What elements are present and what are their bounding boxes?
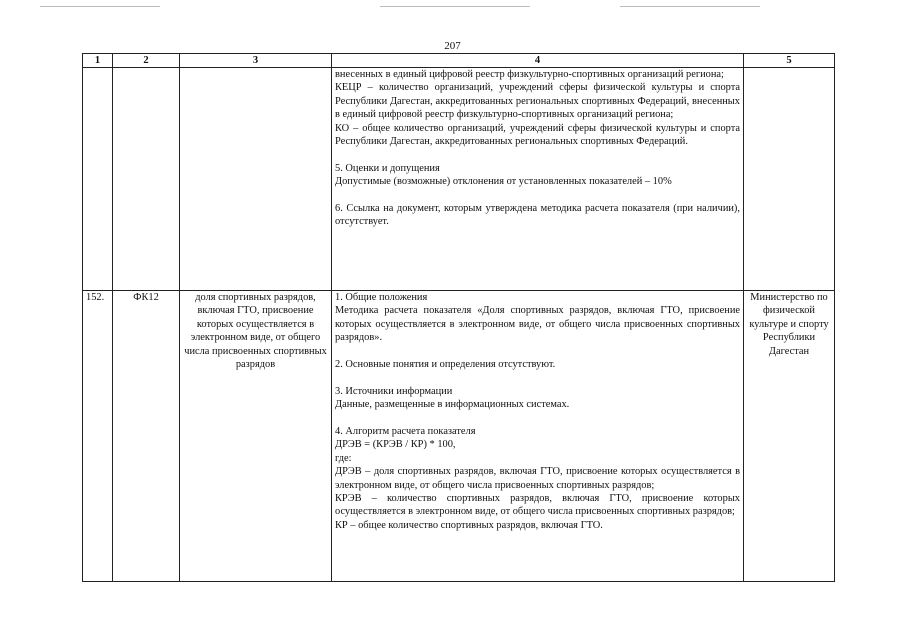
methodology-line: Методика расчета показателя «Доля спортивных разрядов, включая ГТО, присвоение которых осуществляется в электронном виде, от общего числа присвоенных спортивных разрядов».	[335, 305, 740, 344]
methodology-line: 1. Общие положения	[335, 292, 428, 303]
paragraph-gap	[335, 189, 740, 202]
cell-empty	[180, 68, 332, 291]
scan-artifact	[40, 6, 160, 7]
indicators-table	[82, 53, 835, 582]
cell-row-number: 152.	[83, 291, 113, 582]
page-number: 207	[444, 40, 461, 52]
methodology-line: ДРЭВ – доля спортивных разрядов, включая ГТО, присвоение которых осуществляется в электронном виде, от общего числа присвоенных спортивных разрядов;	[335, 466, 740, 491]
table-row-continuation	[83, 68, 835, 291]
table-row-152	[83, 291, 835, 582]
cell-empty	[83, 68, 113, 291]
paragraph-gap	[335, 371, 740, 384]
methodology-line: Данные, размещенные в информационных системах.	[335, 399, 570, 411]
methodology-line: КР – общее количество спортивных разрядов, включая ГТО.	[335, 519, 603, 531]
cell-indicator-name: доля спортивных разрядов, включая ГТО, присвоение которых осуществляется в электронном виде, от общего числа присвоенных спортивных разрядов	[180, 291, 332, 582]
scan-artifact	[380, 6, 530, 7]
cell-responsible-body: Министерство по физической культуре и спорту Республики Дагестан	[744, 291, 835, 582]
methodology-line: КРЭВ – количество спортивных разрядов, включая ГТО, присвоение которых осуществляется в электронном виде, от общего числа присвоенных спортивных разрядов;	[335, 493, 740, 518]
methodology-line: 4. Алгоритм расчета показателя	[335, 426, 476, 438]
paragraph-gap	[335, 345, 740, 358]
cell-indicator-code: ФК12	[113, 291, 180, 582]
methodology-line: 6. Ссылка на документ, которым утверждена методика расчета показателя (при наличии), отсутствует.	[335, 203, 740, 228]
cell-empty	[113, 68, 180, 291]
methodology-line: где:	[335, 452, 352, 464]
formula: ДРЭВ = (КРЭВ / КР) * 100,	[335, 439, 456, 451]
header-row	[83, 54, 835, 68]
header-col-3: 3	[180, 54, 332, 68]
methodology-line: 2. Основные понятия и определения отсутствуют.	[335, 359, 556, 371]
cell-empty	[744, 68, 835, 291]
methodology-line: внесенных в единый цифровой реестр физкультурно-спортивных организаций региона;	[335, 69, 724, 80]
methodology-line: Допустимые (возможные) отклонения от установленных показателей – 10%	[335, 176, 672, 188]
header-col-5: 5	[744, 54, 835, 68]
header-col-4: 4	[332, 54, 744, 68]
methodology-line: КЕЦР – количество организаций, учреждений сферы физической культуры и спорта Республики Дагестан, аккредитованных региональных спортивных Федераций, внесенных в единый цифровой реестр физкультурно-спортивных организаций региона;	[335, 82, 740, 121]
header-col-2: 2	[113, 54, 180, 68]
methodology-line: 3. Источники информации	[335, 385, 453, 397]
cell-methodology-continued	[332, 68, 744, 291]
scan-artifact	[620, 6, 760, 7]
methodology-line: 5. Оценки и допущения	[335, 162, 440, 174]
paragraph-gap	[335, 148, 740, 161]
cell-methodology	[332, 291, 744, 582]
header-col-1: 1	[83, 54, 113, 68]
paragraph-gap	[335, 412, 740, 425]
methodology-line: КО – общее количество организаций, учреждений сферы физической культуры и спорта Республики Дагестан, аккредитованных региональных спортивных Федераций.	[335, 122, 740, 148]
